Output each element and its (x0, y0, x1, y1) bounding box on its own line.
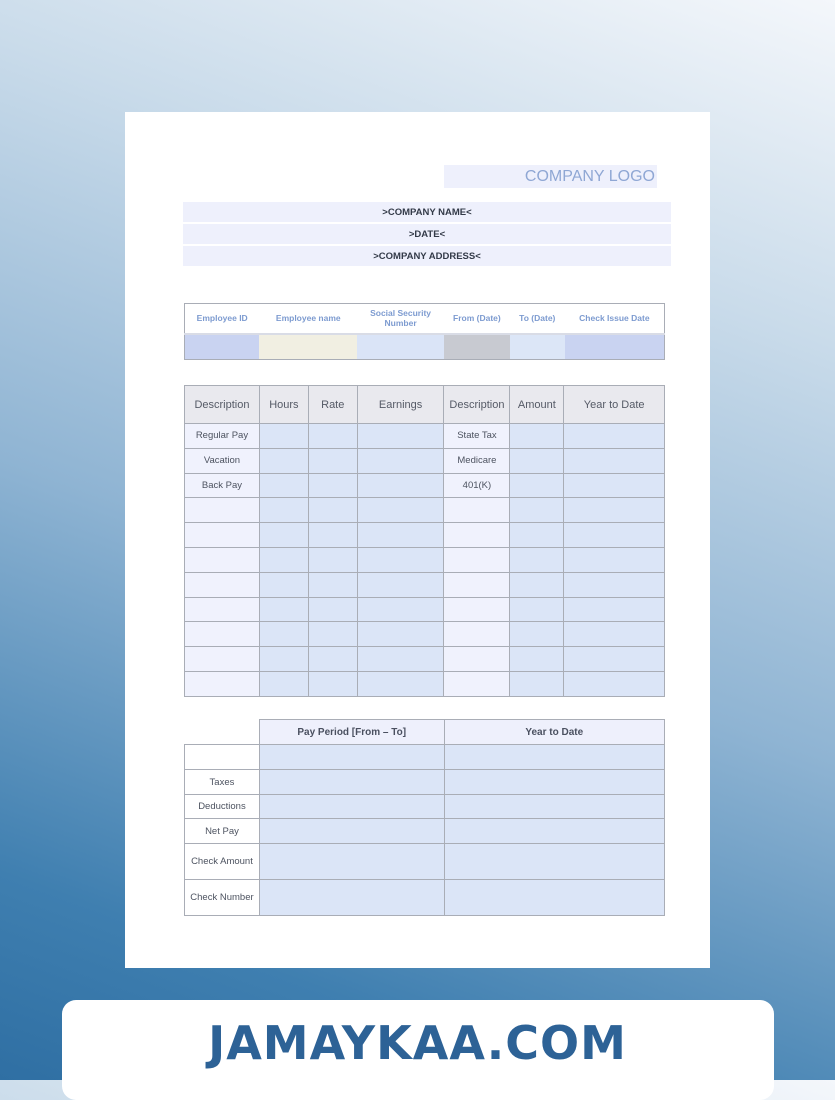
site-watermark: JAMAYKAA.COM (208, 1016, 627, 1070)
rate-cell[interactable] (308, 424, 357, 449)
earning-description-cell[interactable]: Vacation (185, 448, 260, 473)
earnings-cell[interactable] (357, 671, 444, 696)
deduction-description-cell[interactable] (444, 622, 510, 647)
table-row (185, 647, 665, 672)
header-amount: Amount (510, 386, 564, 424)
amount-cell[interactable] (510, 523, 564, 548)
hours-cell[interactable] (259, 448, 308, 473)
header-earning-description: Description (185, 386, 260, 424)
amount-cell[interactable] (510, 572, 564, 597)
rate-cell[interactable] (308, 523, 357, 548)
deduction-description-cell[interactable] (444, 523, 510, 548)
table-row (185, 424, 665, 449)
earning-description-cell[interactable] (185, 671, 260, 696)
ytd-cell[interactable] (564, 547, 665, 572)
header-from-date: From (Date) (444, 304, 510, 334)
earnings-cell[interactable] (357, 498, 444, 523)
ytd-cell[interactable] (564, 597, 665, 622)
rate-cell[interactable] (308, 597, 357, 622)
rate-cell[interactable] (308, 547, 357, 572)
header-rate: Rate (308, 386, 357, 424)
amount-cell[interactable] (510, 498, 564, 523)
rate-cell[interactable] (308, 671, 357, 696)
earnings-deductions-table (184, 385, 665, 697)
taxes-label: Taxes (185, 770, 260, 795)
earnings-cell[interactable] (357, 424, 444, 449)
company-name-row: >COMPANY NAME< (183, 202, 671, 222)
ytd-cell[interactable] (564, 424, 665, 449)
summary-corner (185, 720, 260, 745)
summary-ytd-cell[interactable] (444, 880, 664, 916)
table-row (185, 770, 665, 795)
pay-period-cell[interactable] (259, 880, 444, 916)
header-to-date: To (Date) (510, 304, 565, 334)
header-employee-id: Employee ID (185, 304, 260, 334)
table-row (185, 795, 665, 819)
pay-summary-table (184, 719, 665, 916)
earning-description-cell[interactable] (185, 498, 260, 523)
table-row (185, 844, 665, 880)
hours-cell[interactable] (259, 498, 308, 523)
table-row (185, 671, 665, 696)
summary-rows (185, 745, 665, 916)
header-check-issue-date: Check Issue Date (565, 304, 665, 334)
employee-info-table (184, 303, 665, 360)
earning-description-cell[interactable]: Regular Pay (185, 424, 260, 449)
rate-cell[interactable] (308, 498, 357, 523)
hours-cell[interactable] (259, 547, 308, 572)
ytd-cell[interactable] (564, 622, 665, 647)
hours-cell[interactable] (259, 671, 308, 696)
table-row (185, 448, 665, 473)
deductions-label: Deductions (185, 795, 260, 819)
earnings-rows (185, 424, 665, 697)
amount-cell[interactable] (510, 671, 564, 696)
pay-period-cell[interactable] (259, 819, 444, 844)
ytd-cell[interactable] (564, 523, 665, 548)
table-row (185, 819, 665, 844)
summary-ytd-cell[interactable] (444, 844, 664, 880)
header-summary-ytd: Year to Date (444, 720, 664, 745)
earnings-cell[interactable] (357, 473, 444, 498)
employee-name-field[interactable] (259, 334, 357, 360)
earnings-cell[interactable] (357, 448, 444, 473)
employee-id-field[interactable] (185, 334, 260, 360)
ytd-cell[interactable] (564, 498, 665, 523)
deduction-description-cell[interactable] (444, 671, 510, 696)
earnings-cell[interactable] (357, 547, 444, 572)
amount-cell[interactable] (510, 448, 564, 473)
deduction-description-cell[interactable]: State Tax (444, 424, 510, 449)
hours-cell[interactable] (259, 597, 308, 622)
header-ssn: Social Security Number (357, 304, 444, 334)
pay-period-cell[interactable] (259, 770, 444, 795)
deduction-description-cell[interactable] (444, 597, 510, 622)
table-row (185, 547, 665, 572)
company-logo-placeholder: COMPANY LOGO (444, 165, 657, 188)
amount-cell[interactable] (510, 647, 564, 672)
rate-cell[interactable] (308, 572, 357, 597)
earning-description-cell[interactable] (185, 547, 260, 572)
ytd-cell[interactable] (564, 671, 665, 696)
deduction-description-cell[interactable] (444, 572, 510, 597)
check-number-label: Check Number (185, 880, 260, 916)
earnings-cell[interactable] (357, 523, 444, 548)
ytd-cell[interactable] (564, 448, 665, 473)
check-amount-label: Check Amount (185, 844, 260, 880)
earnings-cell[interactable] (357, 647, 444, 672)
date-row: >DATE< (183, 224, 671, 244)
earnings-cell[interactable] (357, 572, 444, 597)
hours-cell[interactable] (259, 523, 308, 548)
deduction-description-cell[interactable] (444, 647, 510, 672)
earnings-cell[interactable] (357, 597, 444, 622)
header-pay-period: Pay Period [From – To] (259, 720, 444, 745)
hours-cell[interactable] (259, 473, 308, 498)
header-employee-name: Employee name (259, 304, 357, 334)
pay-period-cell[interactable] (259, 795, 444, 819)
summary-ytd-cell[interactable] (444, 770, 664, 795)
header-hours: Hours (259, 386, 308, 424)
table-row (185, 523, 665, 548)
company-address-row: >COMPANY ADDRESS< (183, 246, 671, 266)
header-earnings: Earnings (357, 386, 444, 424)
deduction-description-cell[interactable]: Medicare (444, 448, 510, 473)
earning-description-cell[interactable]: Back Pay (185, 473, 260, 498)
deduction-description-cell[interactable] (444, 498, 510, 523)
table-row (185, 572, 665, 597)
rate-cell[interactable] (308, 647, 357, 672)
check-issue-date-field[interactable] (565, 334, 665, 360)
summary-ytd-cell[interactable] (444, 795, 664, 819)
table-row (185, 597, 665, 622)
amount-cell[interactable] (510, 597, 564, 622)
amount-cell[interactable] (510, 424, 564, 449)
summary-blank-label (185, 745, 260, 770)
payslip-sheet (125, 112, 710, 968)
earning-description-cell[interactable] (185, 622, 260, 647)
table-row (185, 498, 665, 523)
table-row (185, 473, 665, 498)
deduction-description-cell[interactable]: 401(K) (444, 473, 510, 498)
hours-cell[interactable] (259, 572, 308, 597)
earnings-cell[interactable] (357, 622, 444, 647)
rate-cell[interactable] (308, 473, 357, 498)
table-row (185, 880, 665, 916)
hours-cell[interactable] (259, 647, 308, 672)
earning-description-cell[interactable] (185, 523, 260, 548)
ssn-field[interactable] (357, 334, 444, 360)
pay-period-cell[interactable] (259, 844, 444, 880)
rate-cell[interactable] (308, 622, 357, 647)
summary-ytd-cell[interactable] (444, 745, 664, 770)
rate-cell[interactable] (308, 448, 357, 473)
table-row (185, 622, 665, 647)
from-date-field[interactable] (444, 334, 510, 360)
ytd-cell[interactable] (564, 572, 665, 597)
amount-cell[interactable] (510, 547, 564, 572)
header-year-to-date: Year to Date (564, 386, 665, 424)
hours-cell[interactable] (259, 622, 308, 647)
deduction-description-cell[interactable] (444, 547, 510, 572)
pay-period-cell[interactable] (259, 745, 444, 770)
amount-cell[interactable] (510, 473, 564, 498)
header-deduction-description: Description (444, 386, 510, 424)
ytd-cell[interactable] (564, 647, 665, 672)
table-row (185, 745, 665, 770)
to-date-field[interactable] (510, 334, 565, 360)
earning-description-cell[interactable] (185, 572, 260, 597)
earning-description-cell[interactable] (185, 647, 260, 672)
hours-cell[interactable] (259, 424, 308, 449)
summary-ytd-cell[interactable] (444, 819, 664, 844)
ytd-cell[interactable] (564, 473, 665, 498)
net-pay-label: Net Pay (185, 819, 260, 844)
earning-description-cell[interactable] (185, 597, 260, 622)
amount-cell[interactable] (510, 622, 564, 647)
